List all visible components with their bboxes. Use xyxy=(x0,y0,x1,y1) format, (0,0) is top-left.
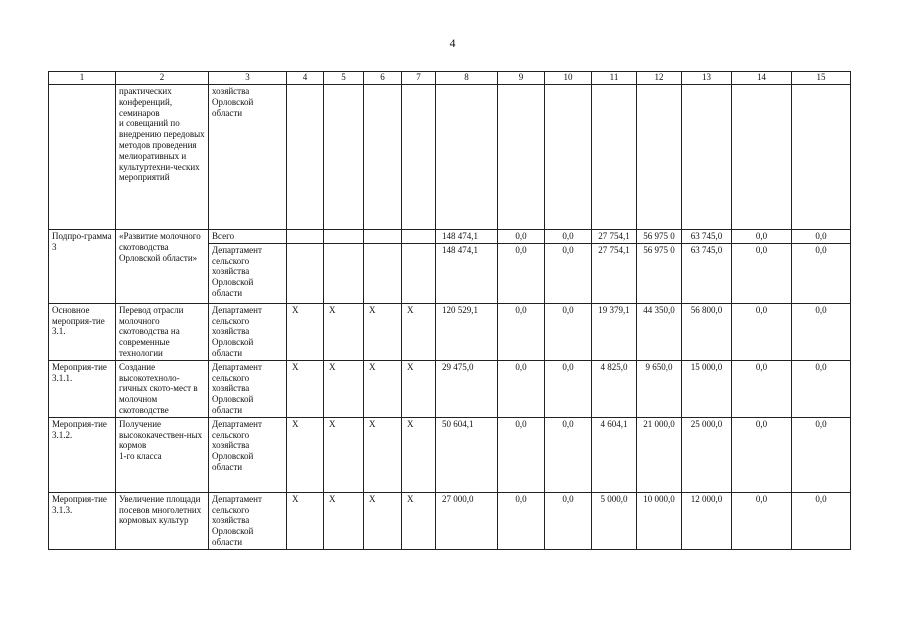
column-header: 12 xyxy=(637,72,682,85)
row-title: практических конференций, семинаров и совещаний по внедрению передовых методов проведения мелиоративных и культуртехни-ческих мероприятий xyxy=(116,85,209,230)
table-cell: X xyxy=(364,492,402,549)
table-cell: 148 474,1 xyxy=(436,230,498,244)
column-header: 3 xyxy=(209,72,287,85)
row-executor: Департамент сельского хозяйства Орловской области xyxy=(209,243,287,303)
table-cell: X xyxy=(287,360,324,417)
table-cell: X xyxy=(402,303,436,360)
table-cell xyxy=(436,85,498,230)
table-cell: X xyxy=(324,360,364,417)
table-cell: 10 000,0 xyxy=(637,492,682,549)
column-header: 13 xyxy=(682,72,732,85)
column-header: 9 xyxy=(498,72,545,85)
table-cell: 4 825,0 xyxy=(592,360,637,417)
column-header: 7 xyxy=(402,72,436,85)
table-cell xyxy=(287,85,324,230)
table-cell: 0,0 xyxy=(498,243,545,303)
table-cell: X xyxy=(364,303,402,360)
table-cell: X xyxy=(364,417,402,492)
table-cell xyxy=(364,243,402,303)
row-code: Мероприя-тие 3.1.1. xyxy=(49,360,116,417)
table-cell: 4 604,1 xyxy=(592,417,637,492)
table-cell: 27 754,1 xyxy=(592,243,637,303)
table-cell: X xyxy=(287,417,324,492)
column-header: 5 xyxy=(324,72,364,85)
table-cell: 0,0 xyxy=(792,303,851,360)
table-row xyxy=(49,230,851,244)
table-cell xyxy=(682,85,732,230)
table-cell: 25 000,0 xyxy=(682,417,732,492)
column-header: 15 xyxy=(792,72,851,85)
table-cell: X xyxy=(364,360,402,417)
table-row xyxy=(49,492,851,549)
table-row xyxy=(49,360,851,417)
table-cell: 27 754,1 xyxy=(592,230,637,244)
table-cell: X xyxy=(324,492,364,549)
table-cell xyxy=(287,243,324,303)
program-table xyxy=(48,71,851,550)
table-cell: 63 745,0 xyxy=(682,243,732,303)
table-cell: 63 745,0 xyxy=(682,230,732,244)
row-executor: Департамент сельского хозяйства Орловской области xyxy=(209,303,287,360)
row-executor: Департамент сельского хозяйства Орловской области xyxy=(209,360,287,417)
table-cell: 27 000,0 xyxy=(436,492,498,549)
table-cell: 0,0 xyxy=(732,417,792,492)
table-cell xyxy=(364,230,402,244)
column-header: 6 xyxy=(364,72,402,85)
table-cell: 0,0 xyxy=(732,360,792,417)
table-cell: 0,0 xyxy=(732,303,792,360)
table-cell: 56 975 0 xyxy=(637,243,682,303)
table-cell: 15 000,0 xyxy=(682,360,732,417)
row-executor: Всего xyxy=(209,230,287,244)
row-code: Мероприя-тие 3.1.2. xyxy=(49,417,116,492)
table-cell xyxy=(402,85,436,230)
table-cell xyxy=(592,85,637,230)
table-cell: 148 474,1 xyxy=(436,243,498,303)
table-cell: 0,0 xyxy=(792,243,851,303)
column-header: 1 xyxy=(49,72,116,85)
header-row xyxy=(49,72,851,85)
table-cell xyxy=(324,243,364,303)
page-number: 4 xyxy=(449,36,456,50)
table-cell: 0,0 xyxy=(792,360,851,417)
table-cell xyxy=(498,85,545,230)
table-cell: 0,0 xyxy=(792,230,851,244)
table-cell: 0,0 xyxy=(545,230,592,244)
table-cell: 0,0 xyxy=(498,303,545,360)
table-cell xyxy=(324,85,364,230)
table-cell: 50 604,1 xyxy=(436,417,498,492)
table-cell: 0,0 xyxy=(498,230,545,244)
column-header: 4 xyxy=(287,72,324,85)
table-cell: 56 975 0 xyxy=(637,230,682,244)
table-cell: X xyxy=(287,303,324,360)
column-header: 2 xyxy=(116,72,209,85)
table-cell: 44 350,0 xyxy=(637,303,682,360)
table-cell: 0,0 xyxy=(732,492,792,549)
table-cell: 0,0 xyxy=(498,360,545,417)
table-cell: 0,0 xyxy=(498,492,545,549)
row-code xyxy=(49,85,116,230)
row-title: Создание высокотехноло-гичных ското-мест в молочном скотоводстве xyxy=(116,360,209,417)
table-cell: 19 379,1 xyxy=(592,303,637,360)
table-cell: 56 800,0 xyxy=(682,303,732,360)
table-cell: 0,0 xyxy=(792,417,851,492)
table-cell: X xyxy=(324,303,364,360)
table-cell: 0,0 xyxy=(545,303,592,360)
row-code: Основное мероприя-тие 3.1. xyxy=(49,303,116,360)
table-cell: 9 650,0 xyxy=(637,360,682,417)
table-cell: 0,0 xyxy=(545,417,592,492)
table-cell xyxy=(364,85,402,230)
row-executor: Департамент сельского хозяйства Орловской области xyxy=(209,492,287,549)
table-cell: X xyxy=(402,360,436,417)
table-cell: X xyxy=(287,492,324,549)
table-cell xyxy=(402,243,436,303)
table-cell xyxy=(324,230,364,244)
table-cell: 5 000,0 xyxy=(592,492,637,549)
column-header: 11 xyxy=(592,72,637,85)
table-cell: X xyxy=(402,417,436,492)
table-row xyxy=(49,85,851,230)
row-code: Подпро-грамма 3 xyxy=(49,230,116,304)
table-cell: 0,0 xyxy=(732,243,792,303)
table-cell: X xyxy=(402,492,436,549)
column-header: 14 xyxy=(732,72,792,85)
table-row xyxy=(49,417,851,492)
table-cell: X xyxy=(324,417,364,492)
column-header: 10 xyxy=(545,72,592,85)
table-cell: 0,0 xyxy=(498,417,545,492)
table-cell xyxy=(732,85,792,230)
table-cell: 12 000,0 xyxy=(682,492,732,549)
table-cell: 0,0 xyxy=(545,492,592,549)
row-title: «Развитие молочного скотоводства Орловской области» xyxy=(116,230,209,304)
table-cell xyxy=(637,85,682,230)
table-cell xyxy=(792,85,851,230)
row-title: Перевод отрасли молочного скотоводства на современные технологии xyxy=(116,303,209,360)
row-title: Увеличение площади посевов многолетних кормовых культур xyxy=(116,492,209,549)
table-cell: 0,0 xyxy=(732,230,792,244)
table-cell: 0,0 xyxy=(545,243,592,303)
row-executor: Департамент сельского хозяйства Орловской области xyxy=(209,417,287,492)
row-executor: хозяйства Орловской области xyxy=(209,85,287,230)
table-cell xyxy=(287,230,324,244)
table-cell xyxy=(545,85,592,230)
column-header: 8 xyxy=(436,72,498,85)
row-code: Мероприя-тие 3.1.3. xyxy=(49,492,116,549)
table-row xyxy=(49,303,851,360)
table-cell: 21 000,0 xyxy=(637,417,682,492)
table-cell: 120 529,1 xyxy=(436,303,498,360)
row-title: Получение высококачествен-ных кормов 1-го класса xyxy=(116,417,209,492)
table-cell xyxy=(402,230,436,244)
table-cell: 0,0 xyxy=(545,360,592,417)
table-cell: 29 475,0 xyxy=(436,360,498,417)
table-cell: 0,0 xyxy=(792,492,851,549)
